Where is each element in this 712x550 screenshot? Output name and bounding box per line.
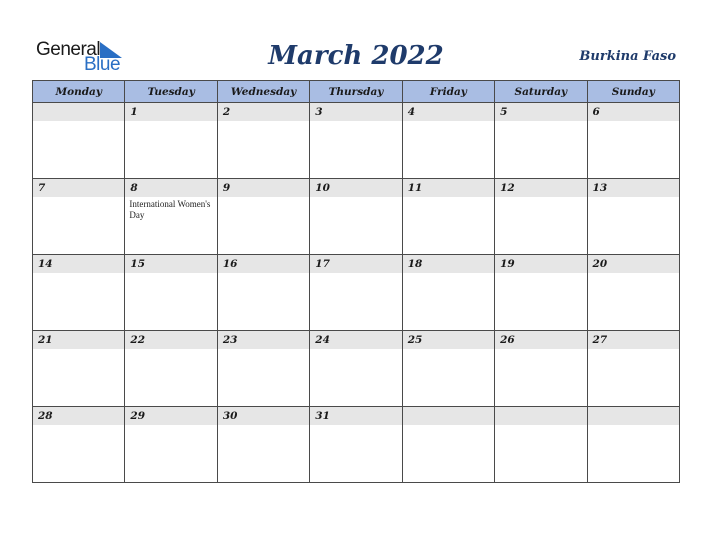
day-number: 26 <box>495 331 586 349</box>
day-number: 21 <box>33 331 124 349</box>
empty-day-bar <box>495 407 586 425</box>
page-title: March 2022 <box>268 41 444 71</box>
logo-word-blue: Blue <box>84 54 121 75</box>
day-cell <box>33 103 125 179</box>
day-number: 10 <box>310 179 401 197</box>
day-cell <box>33 255 125 331</box>
country-label: Burkina Faso <box>579 49 676 64</box>
day-cell <box>310 103 402 179</box>
day-number: 27 <box>588 331 679 349</box>
day-number: 22 <box>125 331 216 349</box>
empty-day-bar <box>403 407 494 425</box>
day-cell <box>33 331 125 407</box>
day-number: 16 <box>218 255 309 273</box>
day-cell <box>402 407 494 483</box>
day-number: 5 <box>495 103 586 121</box>
day-number: 20 <box>588 255 679 273</box>
week-row <box>33 331 680 407</box>
day-cell <box>125 407 217 483</box>
logo-word-general: General <box>36 39 101 60</box>
day-number: 9 <box>218 179 309 197</box>
day-cell <box>217 407 309 483</box>
day-cell <box>125 179 217 255</box>
day-cell <box>587 255 679 331</box>
day-cell <box>402 179 494 255</box>
day-number: 4 <box>403 103 494 121</box>
calendar-grid <box>32 80 680 483</box>
weekday-header-tuesday: Tuesday <box>125 81 217 103</box>
day-number: 6 <box>588 103 679 121</box>
day-cell <box>402 255 494 331</box>
day-number: 31 <box>310 407 401 425</box>
day-cell <box>310 331 402 407</box>
day-number: 24 <box>310 331 401 349</box>
week-row <box>33 103 680 179</box>
day-number: 25 <box>403 331 494 349</box>
day-cell <box>587 407 679 483</box>
day-number: 1 <box>125 103 216 121</box>
holiday-label: International Women's Day <box>129 199 211 220</box>
day-cell <box>310 255 402 331</box>
day-cell <box>33 407 125 483</box>
day-number: 17 <box>310 255 401 273</box>
day-number: 18 <box>403 255 494 273</box>
day-number: 3 <box>310 103 401 121</box>
weekday-header-friday: Friday <box>402 81 494 103</box>
day-cell <box>125 103 217 179</box>
day-cell <box>587 103 679 179</box>
day-number: 23 <box>218 331 309 349</box>
day-cell <box>217 331 309 407</box>
week-row <box>33 407 680 483</box>
weekday-header-monday: Monday <box>33 81 125 103</box>
day-cell <box>217 103 309 179</box>
day-number: 13 <box>588 179 679 197</box>
empty-day-bar <box>33 103 124 121</box>
day-number: 29 <box>125 407 216 425</box>
weekday-header-wednesday: Wednesday <box>217 81 309 103</box>
day-number: 15 <box>125 255 216 273</box>
day-number: 2 <box>218 103 309 121</box>
empty-day-bar <box>588 407 679 425</box>
day-cell <box>495 407 587 483</box>
day-cell <box>495 255 587 331</box>
day-number: 8 <box>125 179 216 197</box>
day-cell <box>495 331 587 407</box>
day-number: 7 <box>33 179 124 197</box>
day-cell <box>495 103 587 179</box>
day-number: 28 <box>33 407 124 425</box>
day-number: 11 <box>403 179 494 197</box>
day-cell <box>125 331 217 407</box>
day-cell <box>402 103 494 179</box>
day-cell <box>33 179 125 255</box>
day-number: 19 <box>495 255 586 273</box>
day-number: 14 <box>33 255 124 273</box>
day-cell <box>310 179 402 255</box>
weekday-header-saturday: Saturday <box>495 81 587 103</box>
day-cell <box>587 331 679 407</box>
day-number: 30 <box>218 407 309 425</box>
weekday-header-sunday: Sunday <box>587 81 679 103</box>
calendar-body <box>33 103 680 483</box>
day-cell <box>217 255 309 331</box>
weekday-header-row <box>33 81 680 103</box>
day-number: 12 <box>495 179 586 197</box>
day-cell <box>587 179 679 255</box>
week-row <box>33 255 680 331</box>
day-cell <box>495 179 587 255</box>
day-cell <box>217 179 309 255</box>
week-row <box>33 179 680 255</box>
day-cell <box>310 407 402 483</box>
day-cell <box>125 255 217 331</box>
day-cell <box>402 331 494 407</box>
weekday-header-thursday: Thursday <box>310 81 402 103</box>
